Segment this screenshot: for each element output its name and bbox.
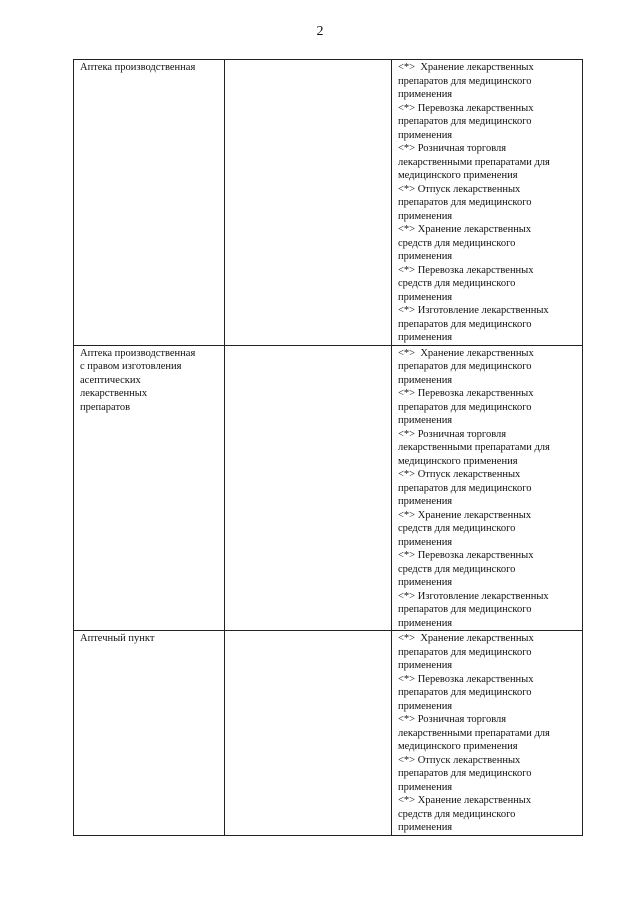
activity-line: лекарственными препаратами для (398, 727, 550, 739)
activity-line: <*> Хранение лекарственных (398, 509, 532, 521)
activity-line: <*> Изготовление лекарственных (398, 590, 549, 602)
pharmacy-activities-table (73, 59, 583, 836)
organization-type-cell (74, 345, 225, 631)
activity-line: <*> Хранение лекарственных (398, 62, 534, 73)
activity-line: применения (398, 660, 453, 671)
organization-type-label: Аптечный пункт (80, 633, 155, 644)
activity-line: <*> Отпуск лекарственных (398, 754, 521, 766)
activity-line: <*> Хранение лекарственных (398, 224, 532, 235)
activity-line: препаратов для медицинского (398, 197, 532, 208)
activity-line: применения (398, 374, 453, 386)
organization-type-label: Аптека производственная (80, 62, 196, 73)
middle-cell (225, 345, 392, 631)
organization-type-cell (74, 631, 225, 836)
activity-line: медицинского применения (398, 741, 518, 752)
activity-line: применения (398, 291, 453, 303)
activity-line: применения (398, 89, 453, 100)
activity-line: лекарственными препаратами для (398, 156, 550, 168)
activity-line: <*> Перевозка лекарственных (398, 673, 534, 685)
activity-line: препаратов для медицинского (398, 768, 532, 779)
activity-line: препаратов для медицинского (398, 646, 532, 658)
activity-line: <*> Розничная торговля (398, 143, 507, 154)
middle-cell (225, 631, 392, 836)
activity-line: медицинского применения (398, 170, 518, 181)
activity-line: лекарственными препаратами для (398, 442, 550, 453)
activity-line: <*> Розничная торговля (398, 428, 507, 440)
activity-line: <*> Изготовление лекарственных (398, 305, 549, 316)
activity-line: применения (398, 822, 453, 833)
middle-cell (225, 60, 392, 346)
table-row (74, 631, 583, 836)
activity-line: <*> Перевозка лекарственных (398, 102, 534, 114)
activity-line: применения (398, 332, 453, 343)
activity-line: <*> Отпуск лекарственных (398, 183, 521, 195)
activity-line: средств для медицинского (398, 808, 516, 820)
activity-line: применения (398, 700, 453, 712)
activity-line: применения (398, 251, 453, 262)
activity-line: медицинского применения (398, 455, 518, 467)
activity-line: <*> Перевозка лекарственных (398, 550, 534, 561)
activities-cell (392, 631, 583, 836)
activity-line: применения (398, 536, 453, 548)
activity-line: применения (398, 129, 453, 141)
activity-line: препаратов для медицинского (398, 318, 532, 330)
organization-type-label: Аптека производственная с правом изготовления асептических лекарственных препаратов (80, 347, 196, 413)
activity-line: средств для медицинского (398, 278, 516, 289)
table-row (74, 345, 583, 631)
activity-line: применения (398, 210, 453, 222)
activities-cell (392, 345, 583, 631)
activity-line: применения (398, 617, 453, 629)
activity-line: препаратов для медицинского (398, 482, 532, 494)
activity-line: применения (398, 781, 453, 793)
activity-line: <*> Перевозка лекарственных (398, 264, 534, 276)
activity-line: применения (398, 496, 453, 507)
activity-line: препаратов для медицинского (398, 75, 532, 87)
activity-line: препаратов для медицинского (398, 361, 532, 372)
activity-line: средств для медицинского (398, 237, 516, 249)
activity-line: <*> Хранение лекарственных (398, 633, 534, 644)
table-row (74, 60, 583, 346)
activity-line: средств для медицинского (398, 523, 516, 534)
activity-line: <*> Хранение лекарственных (398, 347, 534, 359)
activity-line: средств для медицинского (398, 563, 516, 575)
activity-line: препаратов для медицинского (398, 401, 532, 413)
activity-line: препаратов для медицинского (398, 687, 532, 698)
organization-type-cell (74, 60, 225, 346)
activity-line: <*> Розничная торговля (398, 714, 507, 725)
page-number: 2 (316, 24, 324, 39)
activities-cell (392, 60, 583, 346)
activity-line: препаратов для медицинского (398, 604, 532, 615)
activity-line: <*> Отпуск лекарственных (398, 469, 521, 480)
activity-line: применения (398, 415, 453, 426)
activity-line: применения (398, 577, 453, 588)
activity-line: препаратов для медицинского (398, 116, 532, 127)
activity-line: <*> Хранение лекарственных (398, 795, 532, 806)
activity-line: <*> Перевозка лекарственных (398, 388, 534, 399)
